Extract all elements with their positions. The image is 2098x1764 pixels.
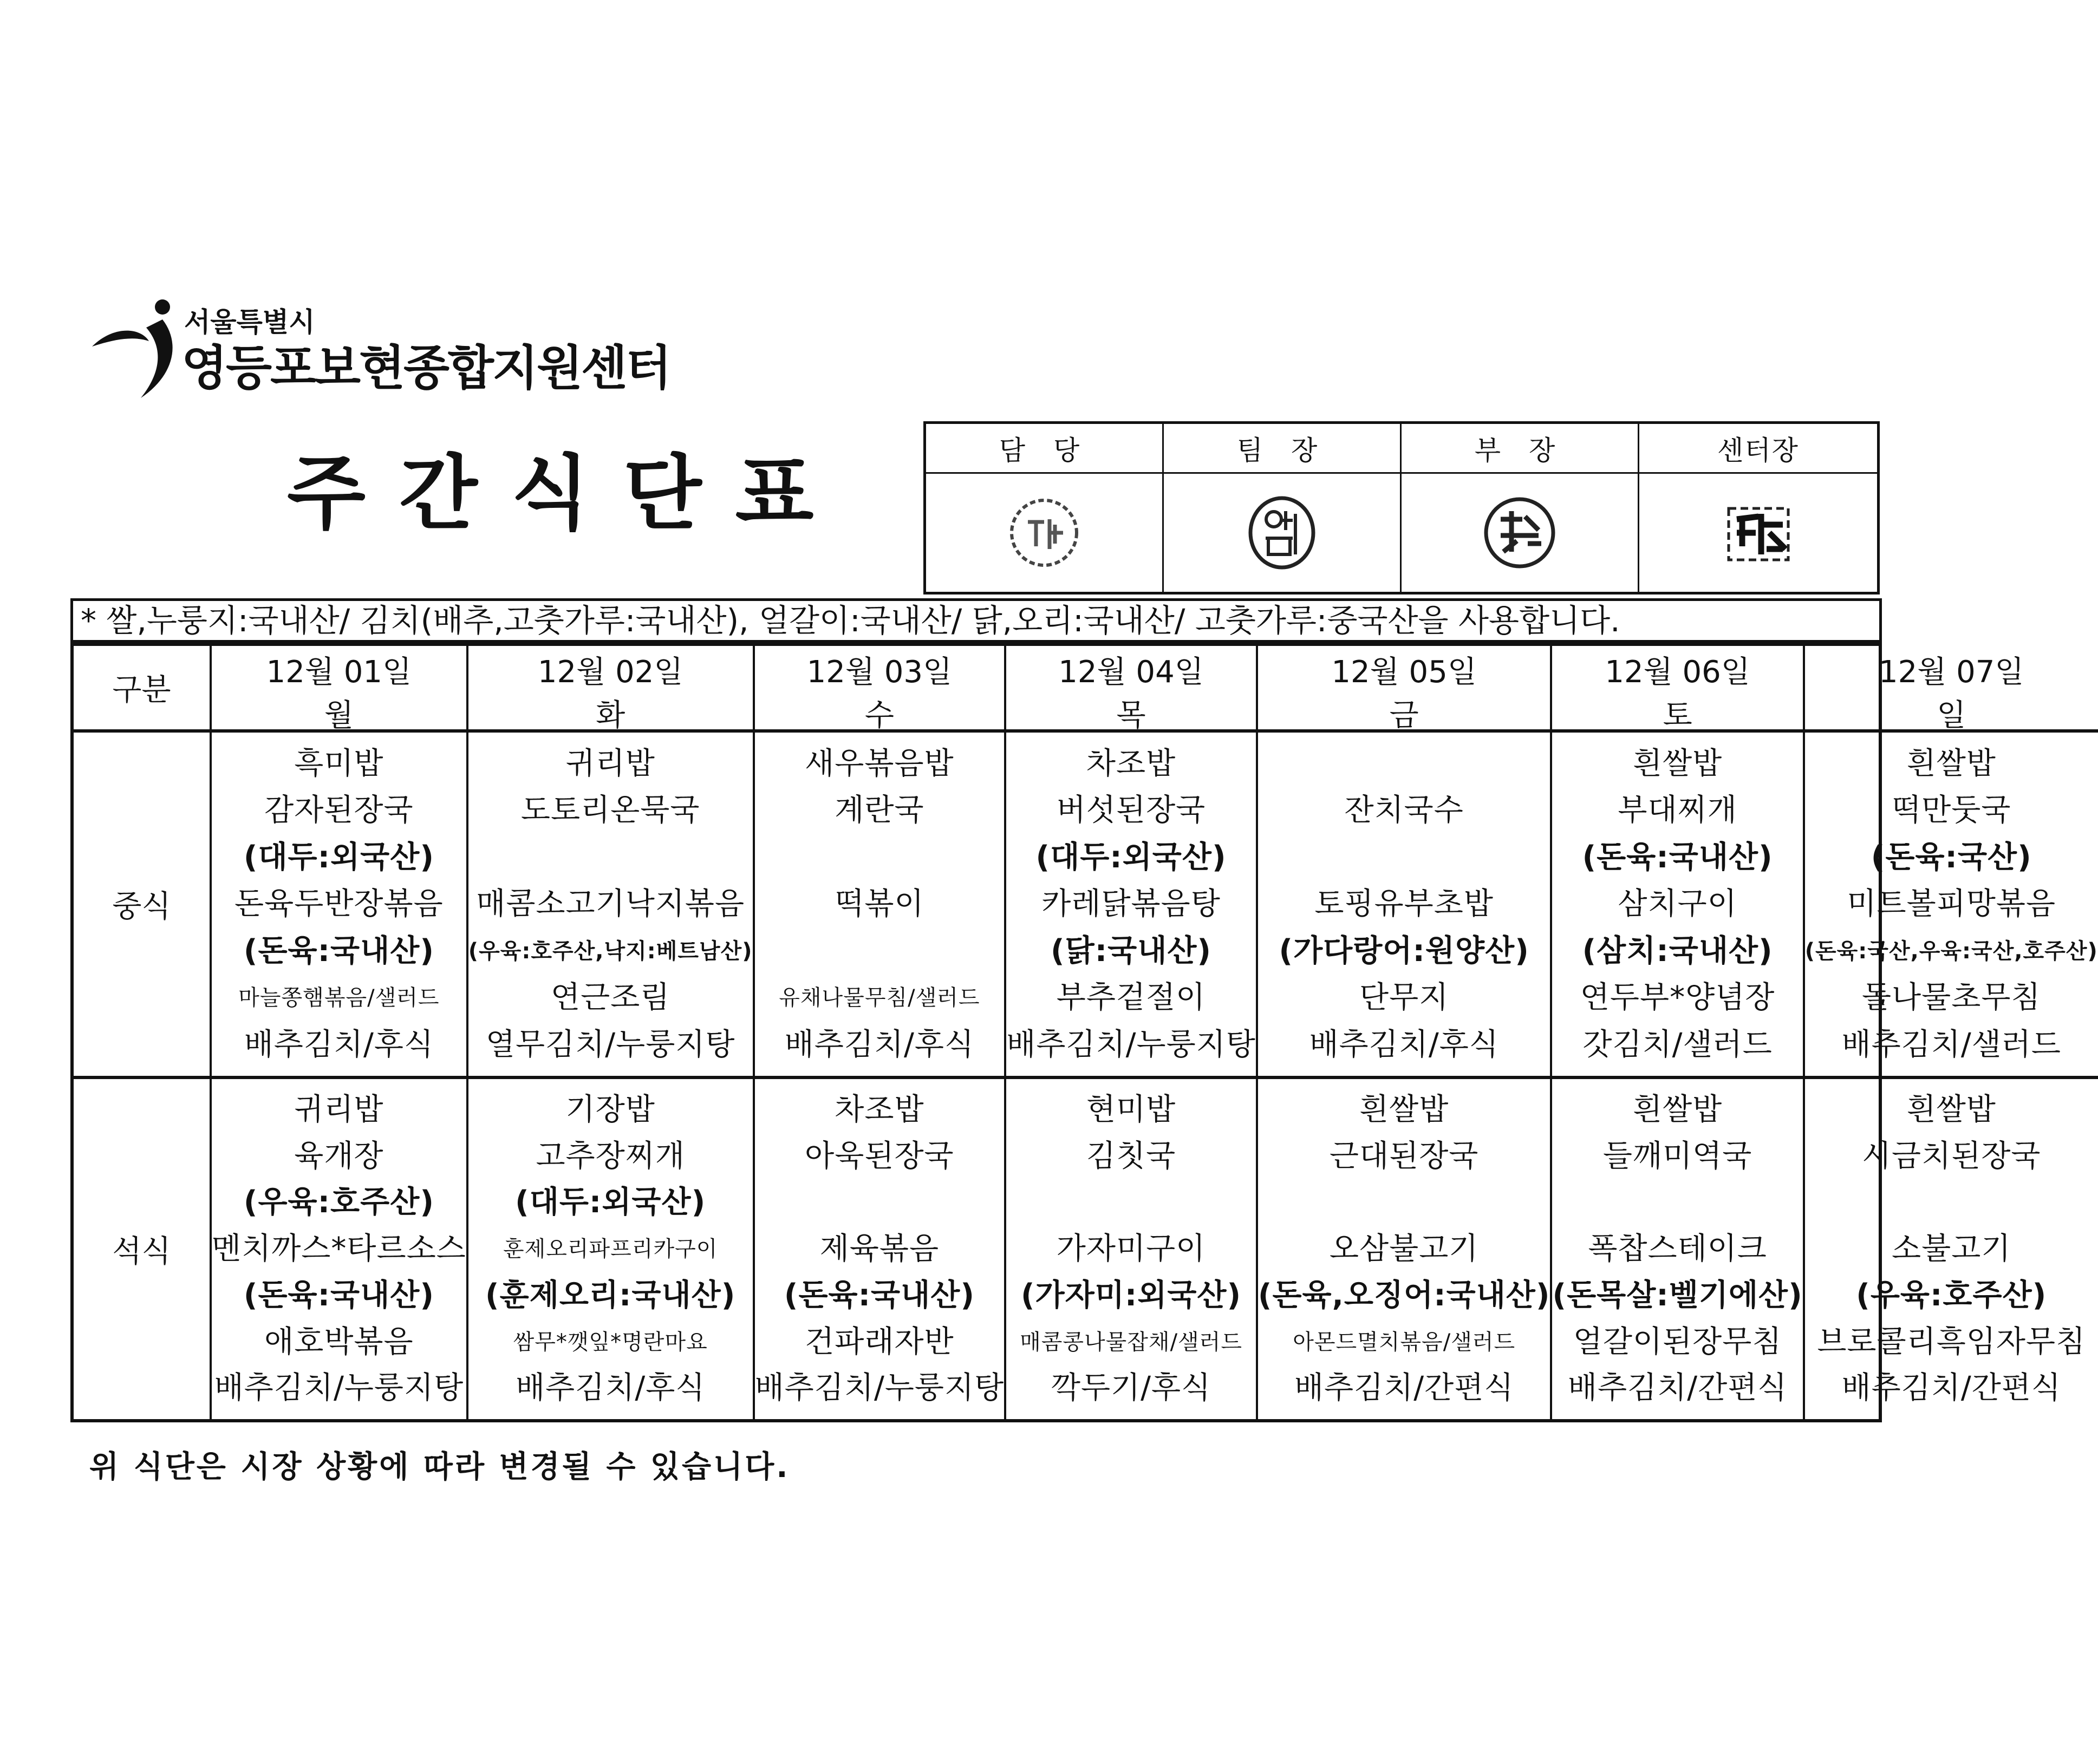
org-name: 영등포보현종합지원센터	[181, 340, 670, 396]
day-weekday: 금	[1389, 698, 1419, 733]
menu-item: 배추김치/누룽지탕	[1006, 1027, 1256, 1062]
meal-cell	[1258, 1079, 1553, 1419]
menu-item: 오삼불고기	[1329, 1231, 1479, 1266]
footnote: 위 식단은 시장 상황에 따라 변경될 수 있습니다.	[89, 1449, 790, 1485]
org-subtitle: 서울특별시	[184, 306, 315, 338]
menu-item: 잔치국수	[1344, 793, 1464, 828]
menu-item: 브로콜리흑임자무침	[1817, 1324, 2086, 1360]
menu-item: 배추김치/간편식	[1294, 1370, 1514, 1406]
menu-item: 도토리온묵국	[520, 793, 700, 828]
menu-item: (돈육:국내산)	[784, 1277, 975, 1313]
menu-item: 애호박볶음	[264, 1324, 414, 1360]
menu-item: 얼갈이된장무침	[1573, 1324, 1782, 1360]
menu-item: 시금치된장국	[1861, 1138, 2041, 1174]
menu-item: 계란국	[835, 793, 924, 828]
menu-item: 흰쌀밥	[1906, 1092, 1996, 1127]
menu-item: (대두:외국산)	[515, 1185, 706, 1220]
menu-item: 새우볶음밥	[805, 746, 954, 781]
meal-label: 석식	[74, 1079, 212, 1419]
menu-item: (닭:국내산)	[1051, 933, 1212, 969]
day-header	[1552, 646, 1804, 733]
seal-stamp-icon	[1004, 492, 1085, 573]
menu-item: 배추김치/후식	[515, 1370, 706, 1406]
menu-item: 배추김치/누룽지탕	[754, 1370, 1005, 1406]
menu-item: 돌나물초무침	[1861, 980, 2041, 1015]
menu-item: 흰쌀밥	[1632, 746, 1723, 781]
menu-item: 부추겉절이	[1056, 980, 1206, 1015]
day-header	[1006, 646, 1258, 733]
menu-item: 제육볶음	[819, 1231, 940, 1266]
menu-item: 매콤소고기낙지볶음	[476, 886, 745, 922]
menu-item: 아욱된장국	[805, 1138, 954, 1174]
menu-item: 연근조림	[550, 980, 670, 1015]
day-header	[468, 646, 755, 733]
menu-item: 깍두기/후식	[1051, 1370, 1211, 1406]
seal-stamp-icon	[1479, 492, 1560, 573]
meal-cell	[1006, 1079, 1258, 1419]
menu-item: (삼치:국내산)	[1582, 933, 1773, 969]
weekly-menu-table	[70, 643, 2098, 1422]
menu-item: 고추장찌개	[536, 1138, 685, 1174]
menu-item: (훈제오리:국내산)	[485, 1277, 736, 1313]
approval-signature	[926, 474, 1164, 592]
day-header	[1258, 646, 1553, 733]
approval-signature	[1164, 474, 1402, 592]
approval-box	[923, 421, 1880, 594]
menu-item: 근대된장국	[1329, 1138, 1479, 1174]
menu-item: 갓김치/샐러드	[1582, 1027, 1773, 1062]
menu-item: (돈육,오징어:국내산)	[1258, 1277, 1550, 1313]
menu-item: (우육:호주산)	[1856, 1277, 2047, 1313]
meal-cell	[1552, 1079, 1804, 1419]
meal-cell	[755, 733, 1007, 1079]
menu-item: (돈육:국내산)	[1582, 839, 1773, 875]
meal-cell	[1006, 733, 1258, 1079]
menu-item: 기장밥	[565, 1092, 655, 1127]
menu-item: (우육:호주산)	[243, 1185, 434, 1220]
menu-item: 귀리밥	[565, 746, 655, 781]
menu-item: (돈목살:벨기에산)	[1552, 1277, 1803, 1313]
menu-item: (가다랑어:원양산)	[1279, 933, 1529, 969]
menu-item: 건파래자반	[805, 1324, 954, 1360]
menu-item: 흰쌀밥	[1359, 1092, 1449, 1127]
menu-item: 열무김치/누룽지탕	[485, 1027, 735, 1062]
menu-item: (돈육:국산,우육:국산,호주산)	[1804, 938, 2098, 964]
day-date: 12월 05일	[1331, 655, 1477, 690]
menu-item: 차조밥	[1086, 746, 1176, 781]
seal-stamp-icon	[1241, 492, 1322, 573]
menu-item: 버섯된장국	[1056, 793, 1206, 828]
menu-item: 흑미밥	[294, 746, 384, 781]
page-title: 주간식단표	[287, 447, 848, 541]
day-date: 12월 01일	[266, 655, 412, 690]
approval-header: 센터장	[1639, 424, 1877, 474]
menu-item: 차조밥	[835, 1092, 924, 1127]
menu-item: 떡만둣국	[1892, 793, 2011, 828]
menu-item: 쌈무*깻잎*명란마요	[513, 1329, 708, 1355]
menu-item: 삼치구이	[1618, 886, 1737, 922]
day-header	[755, 646, 1007, 733]
org-logo	[81, 295, 682, 403]
meal-cell	[468, 733, 755, 1079]
meal-cell	[468, 1079, 755, 1419]
menu-item: 가자미구이	[1056, 1231, 1206, 1266]
menu-item: 토핑유부초밥	[1314, 886, 1494, 922]
menu-item: 매콤콩나물잡채/샐러드	[1020, 1329, 1242, 1355]
header-label: 구분	[74, 646, 212, 733]
menu-item: 감자된장국	[264, 793, 414, 828]
approval-signature	[1402, 474, 1639, 592]
menu-item: (대두:외국산)	[1035, 839, 1227, 875]
menu-item: 들깨미역국	[1602, 1138, 1752, 1174]
menu-item: 육개장	[294, 1138, 384, 1174]
menu-item: 연두부*양념장	[1580, 980, 1775, 1015]
day-weekday: 화	[596, 698, 626, 733]
menu-item: (우육:호주산,낙지:베트남산)	[468, 938, 753, 964]
meal-label: 중식	[74, 733, 212, 1079]
menu-item: 아몬드멸치볶음/샐러드	[1293, 1329, 1516, 1355]
day-weekday: 수	[864, 698, 894, 733]
menu-item: 떡볶이	[835, 886, 924, 922]
day-header	[1805, 646, 2098, 733]
seal-stamp-icon	[1718, 492, 1799, 573]
menu-item: 단무지	[1359, 980, 1449, 1015]
approval-signature	[1639, 474, 1877, 592]
menu-item: 배추김치/누룽지탕	[214, 1370, 464, 1406]
menu-item: 돈육두반장볶음	[234, 886, 444, 922]
meal-cell	[1805, 733, 2098, 1079]
meal-cell	[755, 1079, 1007, 1419]
day-weekday: 월	[324, 698, 354, 733]
menu-item: 마늘쫑햄볶음/샐러드	[238, 985, 440, 1010]
meal-cell	[1805, 1079, 2098, 1419]
approval-header: 팀 장	[1164, 424, 1402, 474]
menu-item: 멘치까스*타르소스	[212, 1231, 466, 1266]
day-date: 12월 04일	[1058, 655, 1204, 690]
menu-item: 훈제오리파프리카구이	[503, 1237, 718, 1262]
meal-cell	[1258, 733, 1553, 1079]
menu-item: 배추김치/후식	[1309, 1027, 1499, 1062]
menu-item: 귀리밥	[294, 1092, 384, 1127]
menu-item: 카레닭볶음탕	[1041, 886, 1221, 922]
menu-item: (돈육:국산)	[1871, 839, 2032, 875]
menu-item: (돈육:국내산)	[243, 933, 434, 969]
day-date: 12월 07일	[1878, 655, 2024, 690]
menu-item: 부대찌개	[1618, 793, 1737, 828]
menu-item: 미트볼피망볶음	[1847, 886, 2056, 922]
day-date: 12월 06일	[1605, 655, 1750, 690]
day-weekday: 일	[1937, 698, 1966, 733]
menu-item: 소불고기	[1892, 1231, 2011, 1266]
approval-header: 부 장	[1402, 424, 1639, 474]
menu-item: (돈육:국내산)	[243, 1277, 434, 1313]
menu-item: 배추김치/후식	[244, 1027, 434, 1062]
menu-item: 흰쌀밥	[1906, 746, 1996, 781]
approval-header: 담 당	[926, 424, 1164, 474]
day-weekday: 토	[1663, 698, 1692, 733]
origin-notice: * 쌀,누룽지:국내산/ 김치(배추,고춧가루:국내산), 얼갈이:국내산/ 닭,오리:국내산/ 고춧가루:중국산을 사용합니다.	[70, 598, 1882, 643]
day-date: 12월 03일	[806, 655, 953, 690]
meal-cell	[212, 733, 468, 1079]
menu-item: 배추김치/간편식	[1841, 1370, 2062, 1406]
menu-item: 폭찹스테이크	[1588, 1231, 1767, 1266]
day-weekday: 목	[1116, 698, 1146, 733]
meal-cell	[1552, 733, 1804, 1079]
day-header	[212, 646, 468, 733]
meal-cell	[212, 1079, 468, 1419]
menu-item: 배추김치/샐러드	[1841, 1027, 2062, 1062]
day-date: 12월 02일	[537, 655, 683, 690]
menu-item: 김칫국	[1086, 1138, 1176, 1174]
menu-item: 유채나물무침/샐러드	[779, 985, 980, 1010]
menu-item: (대두:외국산)	[243, 839, 434, 875]
menu-item: 흰쌀밥	[1632, 1092, 1723, 1127]
menu-item: 현미밥	[1086, 1092, 1176, 1127]
menu-item: 배추김치/후식	[784, 1027, 975, 1062]
menu-item: (가자미:외국산)	[1020, 1277, 1242, 1313]
menu-item: 배추김치/간편식	[1567, 1370, 1788, 1406]
